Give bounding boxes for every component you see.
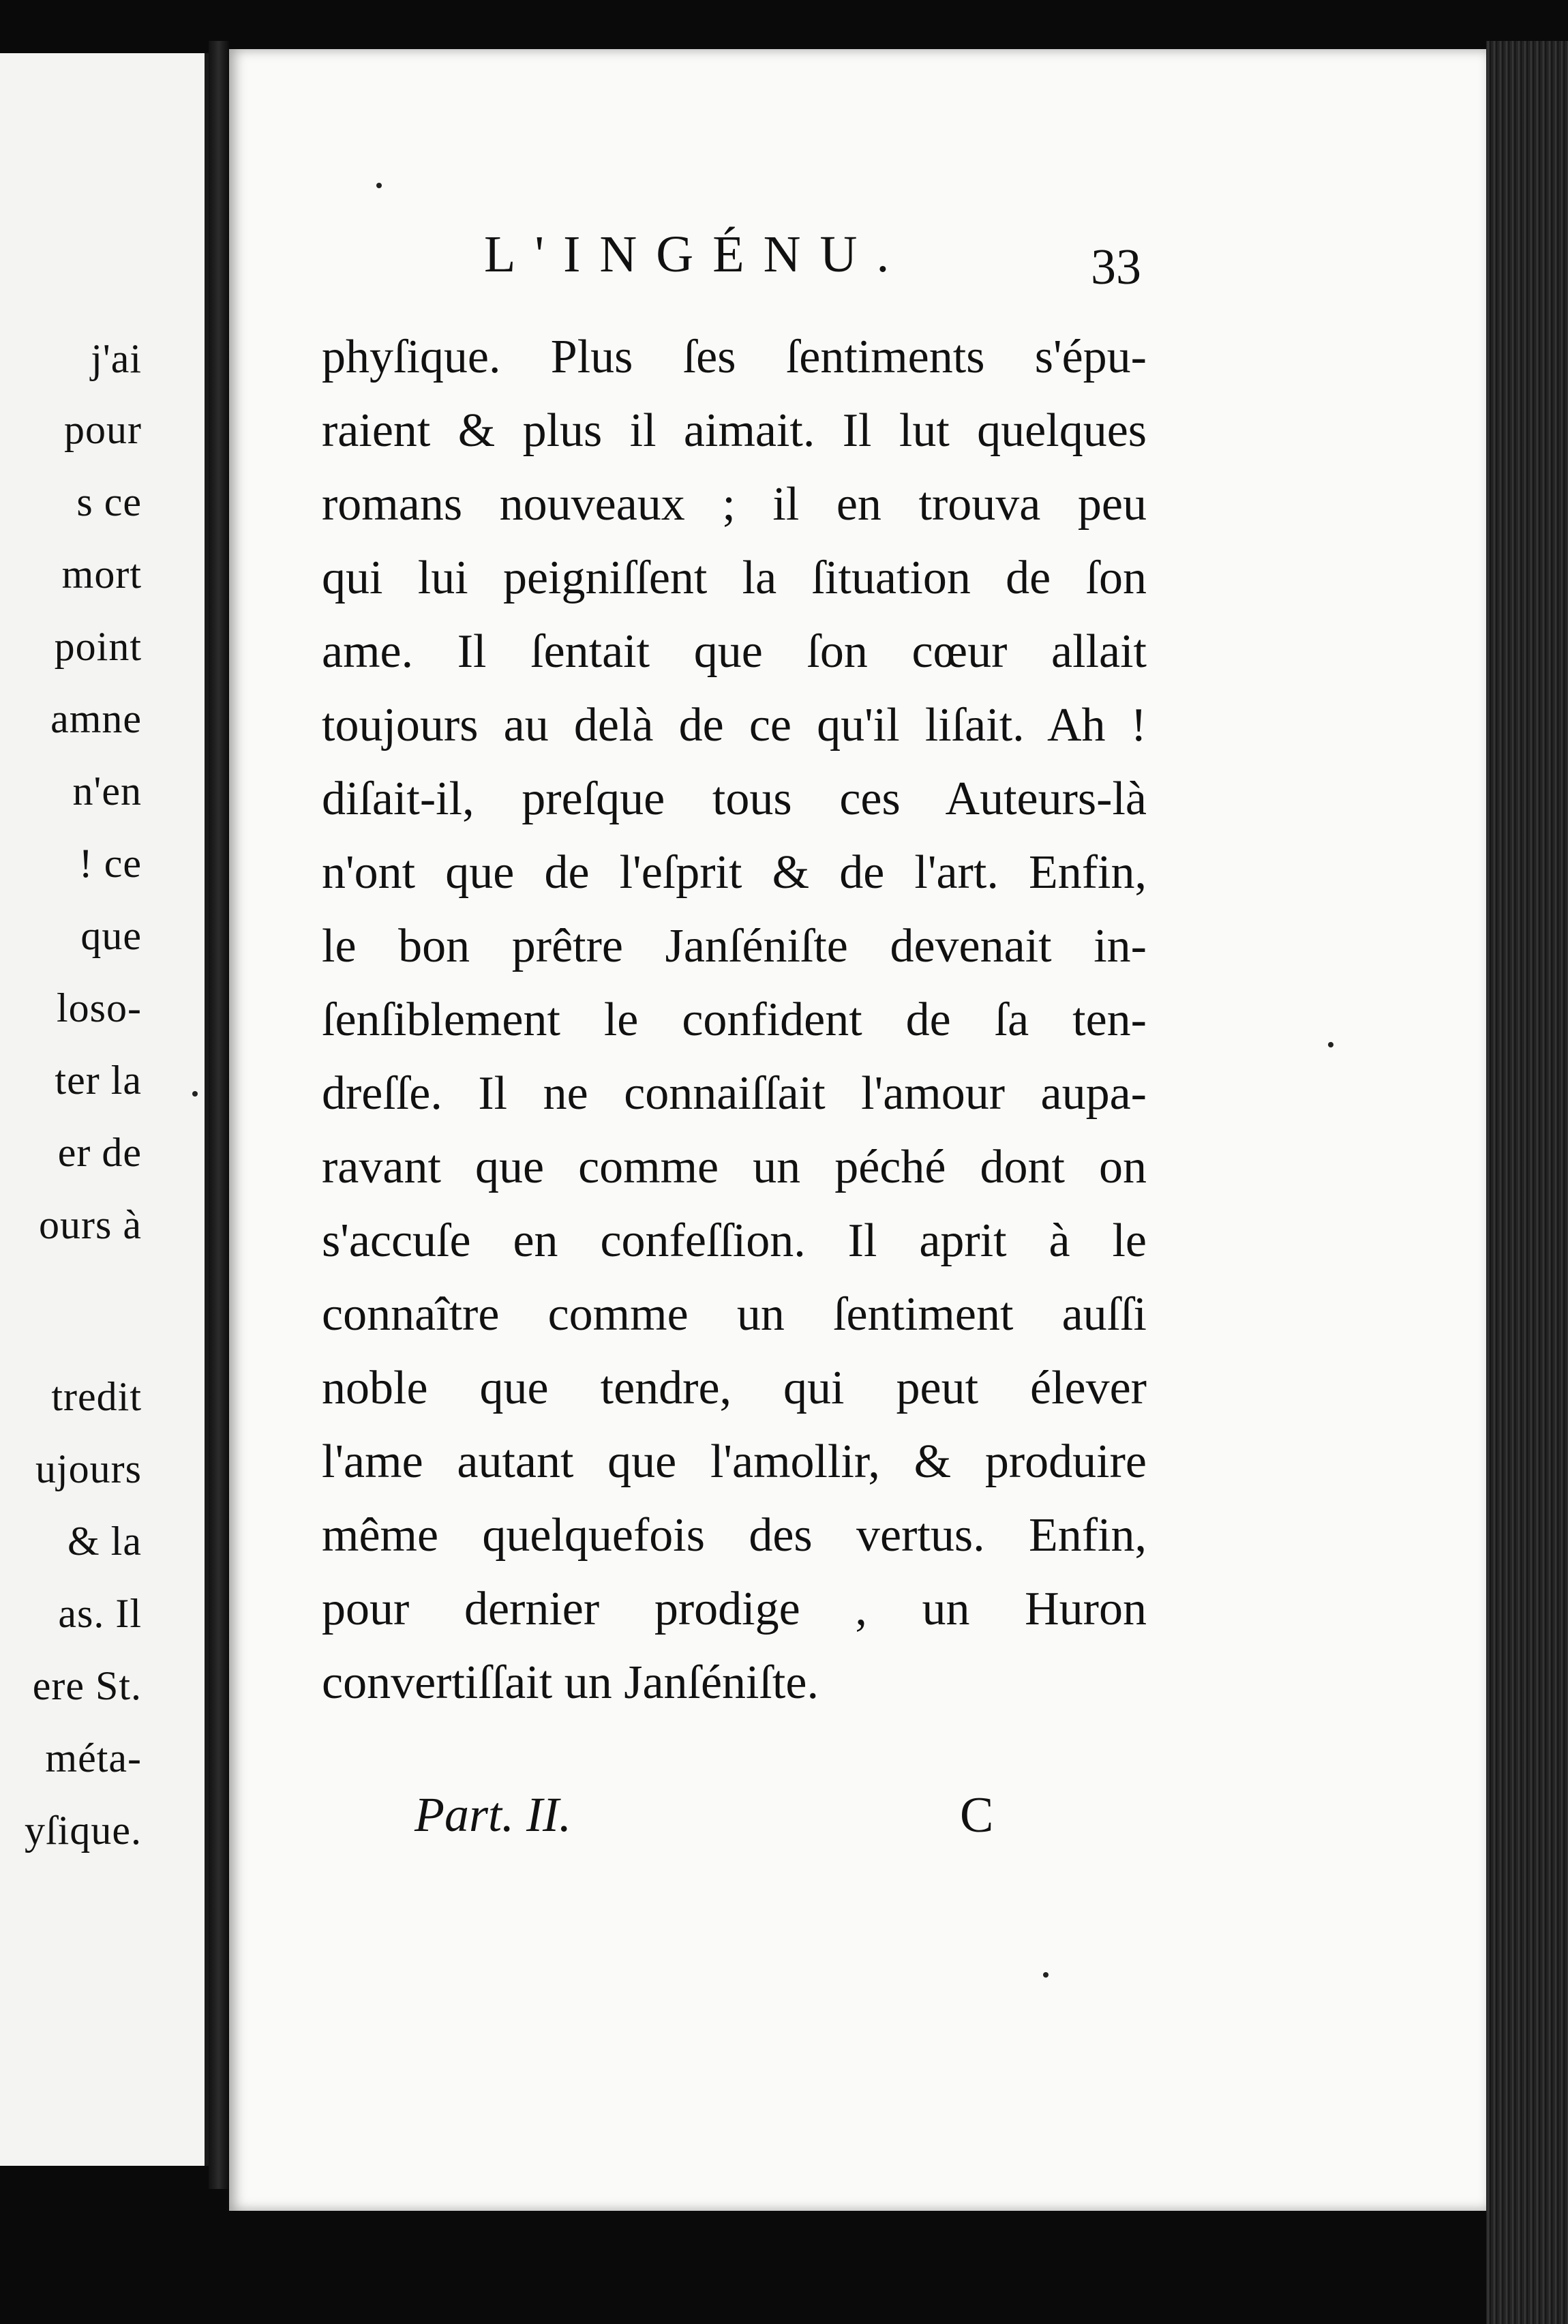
- left-page-line: mort: [61, 552, 142, 597]
- left-page-line: méta-: [45, 1735, 142, 1781]
- left-page-line: ! ce: [78, 841, 142, 886]
- left-page-line: er de: [57, 1130, 142, 1175]
- signature-mark-part: Part. II.: [414, 1787, 571, 1842]
- text-line: noble que tendre, qui peut élever: [322, 1362, 1147, 1414]
- page-edges: [1486, 41, 1568, 2324]
- left-page-line: amne: [50, 696, 142, 741]
- text-line: phyſique. Plus ſes ſentiments s'épu-: [322, 331, 1147, 383]
- text-line: même quelquefois des vertus. Enfin,: [322, 1509, 1147, 1562]
- text-line: convertiſſait un Janſéniſte.: [322, 1656, 819, 1709]
- left-page-line: ours à: [39, 1202, 142, 1247]
- left-page-line: s ce: [76, 479, 142, 524]
- left-page-line: as. Il: [58, 1591, 142, 1636]
- paper-speck: [376, 183, 382, 188]
- left-page-line: ter la: [55, 1058, 142, 1103]
- signature-letter: C: [960, 1787, 994, 1843]
- left-page-line: & la: [67, 1519, 142, 1564]
- left-page-line: pour: [64, 407, 142, 452]
- book-gutter: [209, 41, 229, 2189]
- left-page-line: losо-: [57, 985, 142, 1030]
- text-line: connaître comme un ſentiment auſſi: [322, 1288, 1147, 1341]
- text-line: ame. Il ſentait que ſon cœur allait: [322, 625, 1147, 678]
- text-line: pour dernier prodige , un Huron: [322, 1583, 1147, 1635]
- text-line: l'ame autant que l'amollir, & produire: [322, 1435, 1147, 1488]
- text-line: n'ont que de l'eſprit & de l'art. Enfin,: [322, 846, 1147, 899]
- text-line: romans nouveaux ; il en trouva peu: [322, 478, 1147, 531]
- text-line: diſait-il, preſque tous ces Auteurs-là: [322, 773, 1147, 825]
- body-text: [322, 321, 1147, 1720]
- text-line: le bon prêtre Janſéniſte devenait in-: [322, 920, 1147, 972]
- text-line: s'accuſe en confeſſion. Il aprit à le: [322, 1215, 1147, 1267]
- left-page-line: yſique.: [25, 1808, 142, 1853]
- page-number: 33: [1091, 239, 1141, 295]
- text-line: toujours au delà de ce qu'il liſait. Ah !: [322, 699, 1147, 751]
- left-facing-page: [0, 53, 209, 2166]
- paper-speck: [1328, 1042, 1333, 1047]
- left-page-line: ujours: [35, 1446, 142, 1491]
- text-line: raient & plus il aimait. Il lut quelques: [322, 404, 1147, 457]
- left-page-line: que: [80, 913, 142, 958]
- text-line: qui lui peigniſſent la ſituation de ſon: [322, 552, 1147, 604]
- text-line: dreſſe. Il ne connaiſſait l'amour aupa-: [322, 1067, 1147, 1120]
- text-line: ſenſiblement le confident de ſa ten-: [322, 994, 1147, 1046]
- left-page-line: n'en: [72, 769, 142, 814]
- paper-speck: [1043, 1972, 1049, 1978]
- running-head: L'INGÉNU.: [484, 226, 909, 283]
- left-page-line: tredit: [51, 1374, 142, 1419]
- left-page-line: point: [54, 624, 142, 669]
- left-page-line: ere St.: [32, 1663, 142, 1708]
- paper-speck: [192, 1091, 198, 1097]
- text-line: ravant que comme un péché dont on: [322, 1141, 1147, 1193]
- left-page-line: j'ai: [91, 336, 142, 381]
